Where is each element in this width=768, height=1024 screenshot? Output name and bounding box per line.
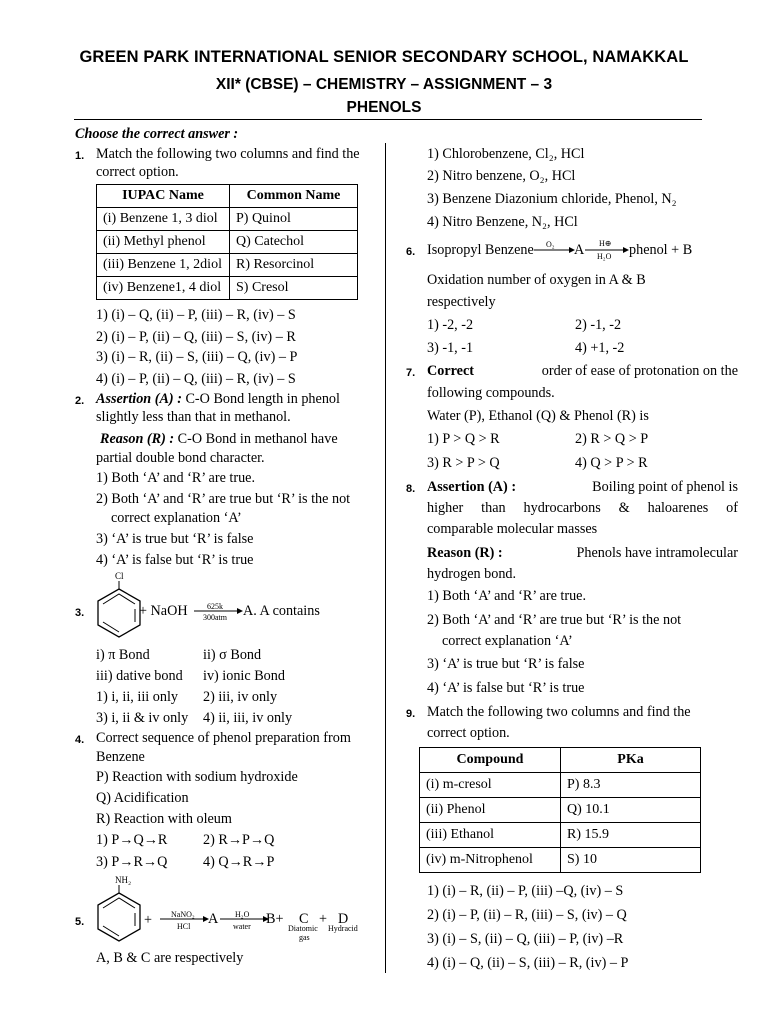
product-b: B+ bbox=[266, 911, 284, 927]
option: 3) (i) – R, (ii) – S, (iii) – Q, (iv) – P bbox=[96, 349, 298, 365]
assertion-text: Boiling point of phenol is bbox=[592, 479, 738, 495]
question-number: 2. bbox=[75, 395, 85, 407]
product-d-note: Hydracid bbox=[328, 924, 358, 933]
option: 2) (i) – P, (ii) – Q, (iii) – S, (iv) – R bbox=[96, 329, 296, 345]
school-title: GREEN PARK INTERNATIONAL SENIOR SECONDARY SCHOOL, NAMAKKAL bbox=[79, 48, 689, 66]
table-cell: P) Quinol bbox=[230, 208, 358, 231]
table-row bbox=[420, 848, 701, 873]
reaction-arrow-icon bbox=[585, 245, 630, 255]
table-header: IUPAC Name bbox=[97, 185, 230, 208]
table-row bbox=[97, 254, 358, 277]
table-cell: S) Cresol bbox=[230, 277, 358, 300]
option: 4) (i) – Q, (ii) – S, (iii) – R, (iv) – P bbox=[427, 955, 629, 971]
assertion-label: Assertion (A) : bbox=[96, 391, 182, 407]
plus-sign: + bbox=[144, 912, 153, 928]
assertion-text: comparable molecular masses bbox=[427, 521, 598, 537]
question-number: 6. bbox=[406, 246, 416, 258]
question-text: A, B & C are respectively bbox=[96, 950, 244, 966]
option: correct explanation ‘A’ bbox=[111, 510, 242, 526]
option: 4) ‘A’ is false but ‘R’ is true bbox=[96, 552, 254, 568]
table-cell: (iv) Benzene1, 4 diol bbox=[97, 277, 230, 300]
instruction: Choose the correct answer : bbox=[75, 126, 239, 142]
option: 3) i, ii & iv only bbox=[96, 710, 189, 726]
option: 1) (i) – R, (ii) – P, (iii) –Q, (iv) – S bbox=[427, 883, 624, 899]
topic-title: PHENOLS bbox=[346, 99, 422, 116]
table-cell: Q) Catechol bbox=[230, 231, 358, 254]
reagent-bottom: H₂O bbox=[597, 252, 612, 261]
reason-label: Reason (R) : bbox=[427, 545, 503, 561]
question-text: order of ease of protonation on the bbox=[541, 363, 738, 379]
table-cell: P) 8.3 bbox=[561, 773, 701, 798]
question-text: Benzene bbox=[96, 749, 145, 765]
option: 4) Q > P > R bbox=[575, 455, 648, 471]
assignment-title: XII* (CBSE) – CHEMISTRY – ASSIGNMENT – 3 bbox=[215, 76, 553, 93]
question-number: 4. bbox=[75, 734, 85, 746]
question-number: 3. bbox=[75, 607, 85, 619]
choice: ii) σ Bond bbox=[203, 647, 262, 663]
reaction-arrow-icon bbox=[160, 914, 210, 924]
condition-pressure: 300atm bbox=[203, 613, 227, 622]
option: 3) R > P > Q bbox=[427, 455, 500, 471]
statement: R) Reaction with oleum bbox=[96, 811, 232, 827]
option: 4) ‘A’ is false but ‘R’ is true bbox=[427, 680, 585, 696]
emphasis-text: Correct bbox=[427, 363, 474, 379]
question-text: following compounds. bbox=[427, 385, 555, 401]
table-row bbox=[420, 798, 701, 823]
reaction-arrow-icon bbox=[220, 914, 270, 924]
option: 1) P > Q > R bbox=[427, 431, 500, 447]
option: 1) i, ii, iii only bbox=[96, 689, 178, 705]
question-text: Match the following two columns and find the bbox=[96, 146, 360, 162]
option: 4) (i) – P, (ii) – Q, (iii) – R, (iv) – S bbox=[96, 371, 296, 387]
plus-sign: + bbox=[319, 911, 328, 927]
option: 1) -2, -2 bbox=[427, 317, 474, 333]
product-c-note: Diatomic bbox=[288, 924, 318, 933]
question-text: correct option. bbox=[427, 725, 510, 741]
reason-text: hydrogen bond. bbox=[427, 566, 517, 582]
condition-temperature: 625k bbox=[207, 602, 223, 611]
table-cell: S) 10 bbox=[561, 848, 701, 873]
table-row bbox=[420, 773, 701, 798]
option: correct explanation ‘A’ bbox=[442, 633, 573, 649]
statement: Q) Acidification bbox=[96, 790, 189, 806]
assertion-text: higher than hydrocarbons & haloarenes of bbox=[427, 500, 738, 516]
statement: P) Reaction with sodium hydroxide bbox=[96, 769, 298, 785]
table-cell: (iii) Ethanol bbox=[420, 823, 561, 848]
reagent-bottom: HCl bbox=[177, 922, 191, 931]
table-cell: R) Resorcinol bbox=[230, 254, 358, 277]
assertion-label: Assertion (A) : bbox=[427, 479, 517, 495]
table-header: PKa bbox=[561, 748, 701, 773]
question-number: 1. bbox=[75, 150, 85, 162]
table-cell: (i) m-cresol bbox=[420, 773, 561, 798]
column-divider bbox=[385, 143, 386, 973]
table-cell: (iii) Benzene 1, 2diol bbox=[97, 254, 230, 277]
table-row bbox=[97, 231, 358, 254]
reagent-top: NaNO₂ bbox=[171, 910, 195, 919]
option: 2) R > Q > P bbox=[575, 431, 649, 447]
option: 1) P→Q→R bbox=[96, 832, 168, 848]
reagent-top: H₂O bbox=[235, 910, 250, 919]
table-cell: (i) Benzene 1, 3 diol bbox=[97, 208, 230, 231]
option: 3) -1, -1 bbox=[427, 340, 474, 356]
table-cell: (ii) Phenol bbox=[420, 798, 561, 823]
question-number: 9. bbox=[406, 708, 416, 720]
table-cell: Q) 10.1 bbox=[561, 798, 701, 823]
option: 3) ‘A’ is true but ‘R’ is false bbox=[427, 656, 585, 672]
option: 4) +1, -2 bbox=[575, 340, 625, 356]
option: 1) Both ‘A’ and ‘R’ are true. bbox=[96, 470, 256, 486]
option: 3) Benzene Diazonium chloride, Phenol, N₂ bbox=[427, 191, 677, 207]
option: 4) Nitro Benzene, N₂, HCl bbox=[427, 214, 578, 230]
chloro-substituent: Cl bbox=[115, 571, 124, 581]
option: 1) Chlorobenzene, Cl₂, HCl bbox=[427, 146, 585, 162]
choice: i) π Bond bbox=[96, 647, 150, 663]
table-row bbox=[97, 208, 358, 231]
reactant: Isopropyl Benzene bbox=[427, 242, 534, 258]
option: 3) P→R→Q bbox=[96, 854, 168, 870]
reason-text: C-O Bond in methanol have bbox=[177, 431, 338, 447]
option: 3) (i) – S, (ii) – Q, (iii) – P, (iv) –R bbox=[427, 931, 624, 947]
reagent-top: O₂ bbox=[546, 240, 555, 249]
match-table bbox=[419, 747, 701, 873]
option: 1) Both ‘A’ and ‘R’ are true. bbox=[427, 588, 587, 604]
reaction-arrow-icon bbox=[194, 606, 244, 616]
match-table bbox=[96, 184, 358, 300]
assertion-text: slightly less than that in methanol. bbox=[96, 409, 291, 425]
reason-text: partial double bond character. bbox=[96, 450, 265, 466]
option: 2) iii, iv only bbox=[203, 689, 278, 705]
reason-text: Phenols have intramolecular bbox=[576, 545, 738, 561]
option: 2) Nitro benzene, O₂, HCl bbox=[427, 168, 576, 184]
choice: iv) ionic Bond bbox=[203, 668, 285, 684]
product-c: C bbox=[299, 911, 309, 927]
table-cell: R) 15.9 bbox=[561, 823, 701, 848]
option: 2) -1, -2 bbox=[575, 317, 622, 333]
reagent-bottom: water bbox=[233, 922, 251, 931]
table-header: Compound bbox=[420, 748, 561, 773]
question-text: respectively bbox=[427, 294, 496, 310]
question-text: Water (P), Ethanol (Q) & Phenol (R) is bbox=[427, 408, 649, 424]
question-number: 5. bbox=[75, 916, 85, 928]
option: 4) Q→R→P bbox=[203, 854, 275, 870]
header-divider bbox=[74, 119, 702, 120]
amino-substituent: NH₂ bbox=[115, 875, 132, 885]
product-a: A bbox=[574, 242, 585, 258]
question-text: correct option. bbox=[96, 164, 179, 180]
choice: iii) dative bond bbox=[96, 668, 183, 684]
chlorobenzene-ring-icon bbox=[94, 581, 144, 641]
table-row bbox=[420, 823, 701, 848]
aniline-ring-icon bbox=[94, 885, 144, 945]
option: 2) Both ‘A’ and ‘R’ are true but ‘R’ is the not bbox=[96, 491, 351, 507]
option: 1) (i) – Q, (ii) – P, (iii) – R, (iv) – S bbox=[96, 307, 296, 323]
option: 2) Both ‘A’ and ‘R’ are true but ‘R’ is the not bbox=[427, 612, 682, 628]
product-c-note: gas bbox=[299, 933, 310, 942]
products: phenol + B bbox=[629, 242, 693, 258]
option: 2) R→P→Q bbox=[203, 832, 275, 848]
question-text: Oxidation number of oxygen in A & B bbox=[427, 272, 646, 288]
option: 4) ii, iii, iv only bbox=[203, 710, 293, 726]
reagent: + NaOH bbox=[139, 603, 188, 619]
reason-label: Reason (R) : bbox=[100, 431, 175, 447]
table-cell: (ii) Methyl phenol bbox=[97, 231, 230, 254]
question-number: 8. bbox=[406, 483, 416, 495]
reagent-top: H⊕ bbox=[599, 239, 612, 248]
product-text: A. A contains bbox=[243, 603, 320, 619]
question-number: 7. bbox=[406, 367, 416, 379]
product-a: A bbox=[208, 911, 219, 927]
product-d: D bbox=[338, 911, 349, 927]
option: 3) ‘A’ is true but ‘R’ is false bbox=[96, 531, 254, 547]
option: 2) (i) – P, (ii) – R, (iii) – S, (iv) – Q bbox=[427, 907, 627, 923]
question-text: Match the following two columns and find the bbox=[427, 704, 691, 720]
table-cell: (iv) m-Nitrophenol bbox=[420, 848, 561, 873]
assertion-text: C-O Bond length in phenol bbox=[185, 391, 340, 407]
table-row bbox=[97, 277, 358, 300]
reaction-arrow-icon bbox=[534, 245, 576, 255]
question-text: Correct sequence of phenol preparation from bbox=[96, 730, 351, 746]
table-header: Common Name bbox=[230, 185, 358, 208]
